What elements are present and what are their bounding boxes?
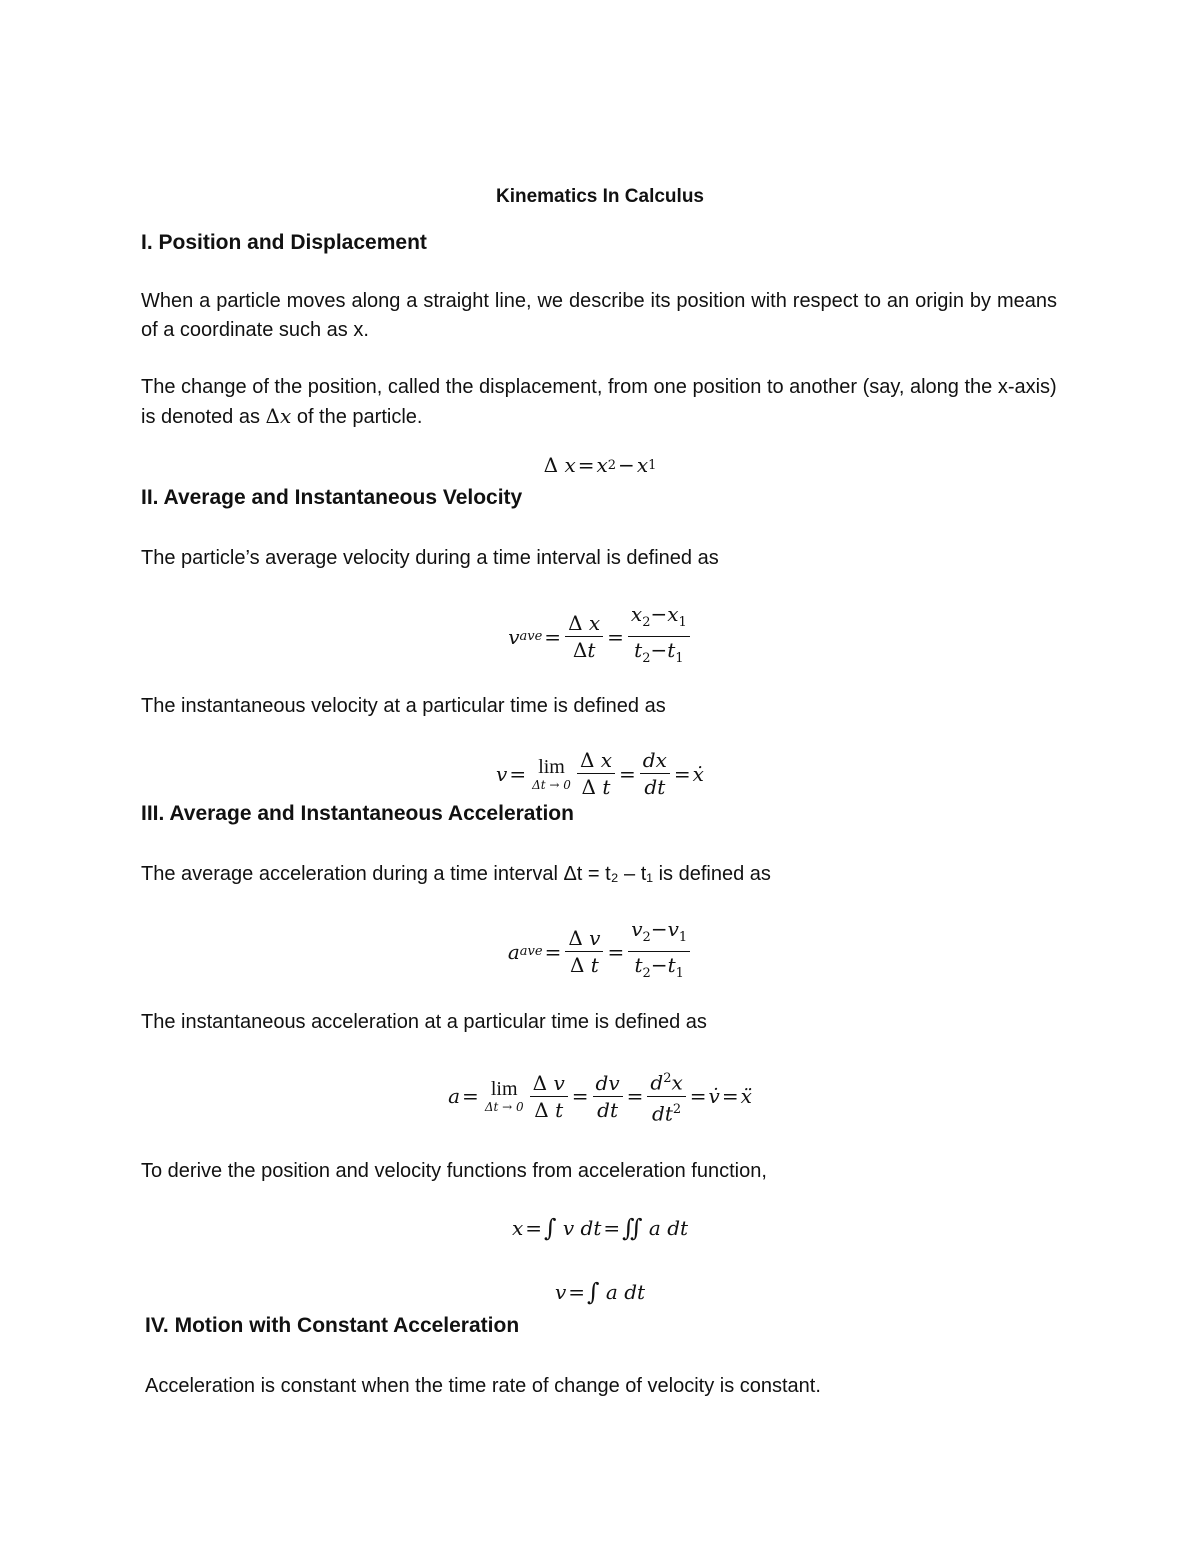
- paragraph-instantaneous-velocity: The instantaneous velocity at a particular time is defined as: [141, 695, 666, 717]
- inline-delta-x: Δx: [265, 404, 292, 428]
- paragraph-average-acceleration: The average acceleration during a time interval Δt = t₂ – t₁ is defined as: [141, 863, 771, 885]
- equation-average-acceleration: a ave = $\frac{\text{Δ v}}{\text{Δ t}}$ = $\frac{v_2-v_1}{t_2-t_1}$: [0, 918, 1200, 985]
- paragraph-instantaneous-acceleration: The instantaneous acceleration at a particular time is defined as: [141, 1011, 707, 1033]
- section-heading-velocity: II. Average and Instantaneous Velocity: [141, 486, 523, 509]
- section-heading-constant-acceleration: IV. Motion with Constant Acceleration: [145, 1314, 520, 1337]
- paragraph-derive-functions: To derive the position and velocity functions from acceleration function,: [141, 1160, 767, 1182]
- section-heading-position: I. Position and Displacement: [141, 231, 427, 254]
- equation-average-velocity: v ave = $\frac{\text{Δ x}}{\Delta t}$ = $\frac{x_2-x_1}{t_2-t_1}$: [0, 603, 1200, 670]
- paragraph-position-definition: When a particle moves along a straight line, we describe its position with respect to an origin by means of a coordinate such as x.: [141, 290, 1057, 341]
- section-heading-acceleration: III. Average and Instantaneous Acceleration: [141, 802, 574, 825]
- equation-instantaneous-velocity: v = lim Δt → 0 $\frac{\text{Δ x}}{\text{Δ t}}$ = $\frac{dx}{dt}$ = ẋ: [496, 748, 704, 799]
- paragraph-displacement: [141, 373, 1057, 432]
- displacement-text-start: The change of the position, called the displacement, from one position to another (say, along the x-axis) is denoted as: [141, 376, 1057, 428]
- equation-displacement: Δ x = x 2 − x 1: [543, 453, 657, 477]
- displacement-text-end: of the particle.: [291, 406, 423, 428]
- document-title: Kinematics In Calculus: [495, 186, 704, 207]
- paragraph-constant-acceleration: Acceleration is constant when the time rate of change of velocity is constant.: [145, 1375, 821, 1397]
- equation-velocity-integral: v = ∫ a dt: [554, 1278, 646, 1306]
- equation-position-integral: x = ∫ v dt = ∬ a dt: [511, 1214, 689, 1242]
- equation-instantaneous-acceleration: a = lim Δt → 0 $\frac{\text{Δ v}}{\text{Δ t}}$ = $\frac{dv}{dt}$ = $\frac{d^2x}{dt^2}$ = v̇ = ẍ: [0, 1068, 1200, 1124]
- paragraph-average-velocity: The particle’s average velocity during a time interval is defined as: [141, 547, 719, 569]
